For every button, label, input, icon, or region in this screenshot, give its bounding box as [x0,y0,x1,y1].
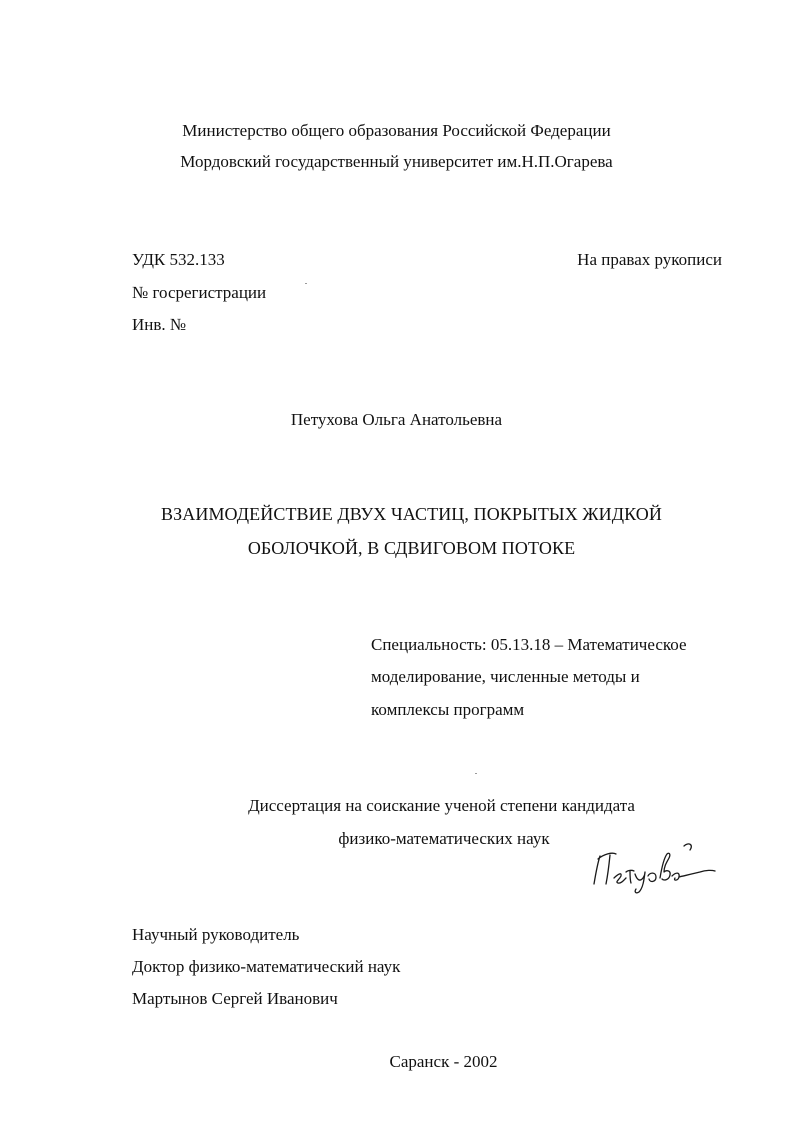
inventory-number: Инв. № [132,315,187,334]
registration-number: № госрегистрации [132,283,267,302]
advisor-name: Мартынов Сергей Иванович [132,989,338,1008]
scan-speck [305,283,307,284]
dissertation-title-line-2: ОБОЛОЧКОЙ, В СДВИГОВОМ ПОТОКЕ [247,538,576,558]
specialty-line-3: комплексы программ [371,700,525,719]
advisor-degree: Доктор физико-математический наук [132,957,401,976]
university-line: Мордовский государственный университет им.Н.П.Огарева [180,152,613,171]
specialty-line-2: моделирование, численные методы и [371,667,640,686]
advisor-label: Научный руководитель [132,925,300,944]
manuscript-note: На правах рукописи [577,250,722,269]
dissertation-title-line-1: ВЗАИМОДЕЙСТВИЕ ДВУХ ЧАСТИЦ, ПОКРЫТЫХ ЖИДКОЙ [161,504,662,524]
place-year: Саранск - 2002 [389,1052,498,1071]
scan-speck [475,773,477,774]
degree-line-1: Диссертация на соискание ученой степени кандидата [248,796,635,815]
author-name: Петухова Ольга Анатольевна [290,410,503,429]
degree-line-2: физико-математических наук [338,829,550,848]
udk-code: УДК 532.133 [132,250,225,269]
specialty-line-1: Специальность: 05.13.18 – Математическое [371,635,687,654]
ministry-line: Министерство общего образования Российской Федерации [182,121,611,140]
handwritten-signature-icon [588,832,718,896]
